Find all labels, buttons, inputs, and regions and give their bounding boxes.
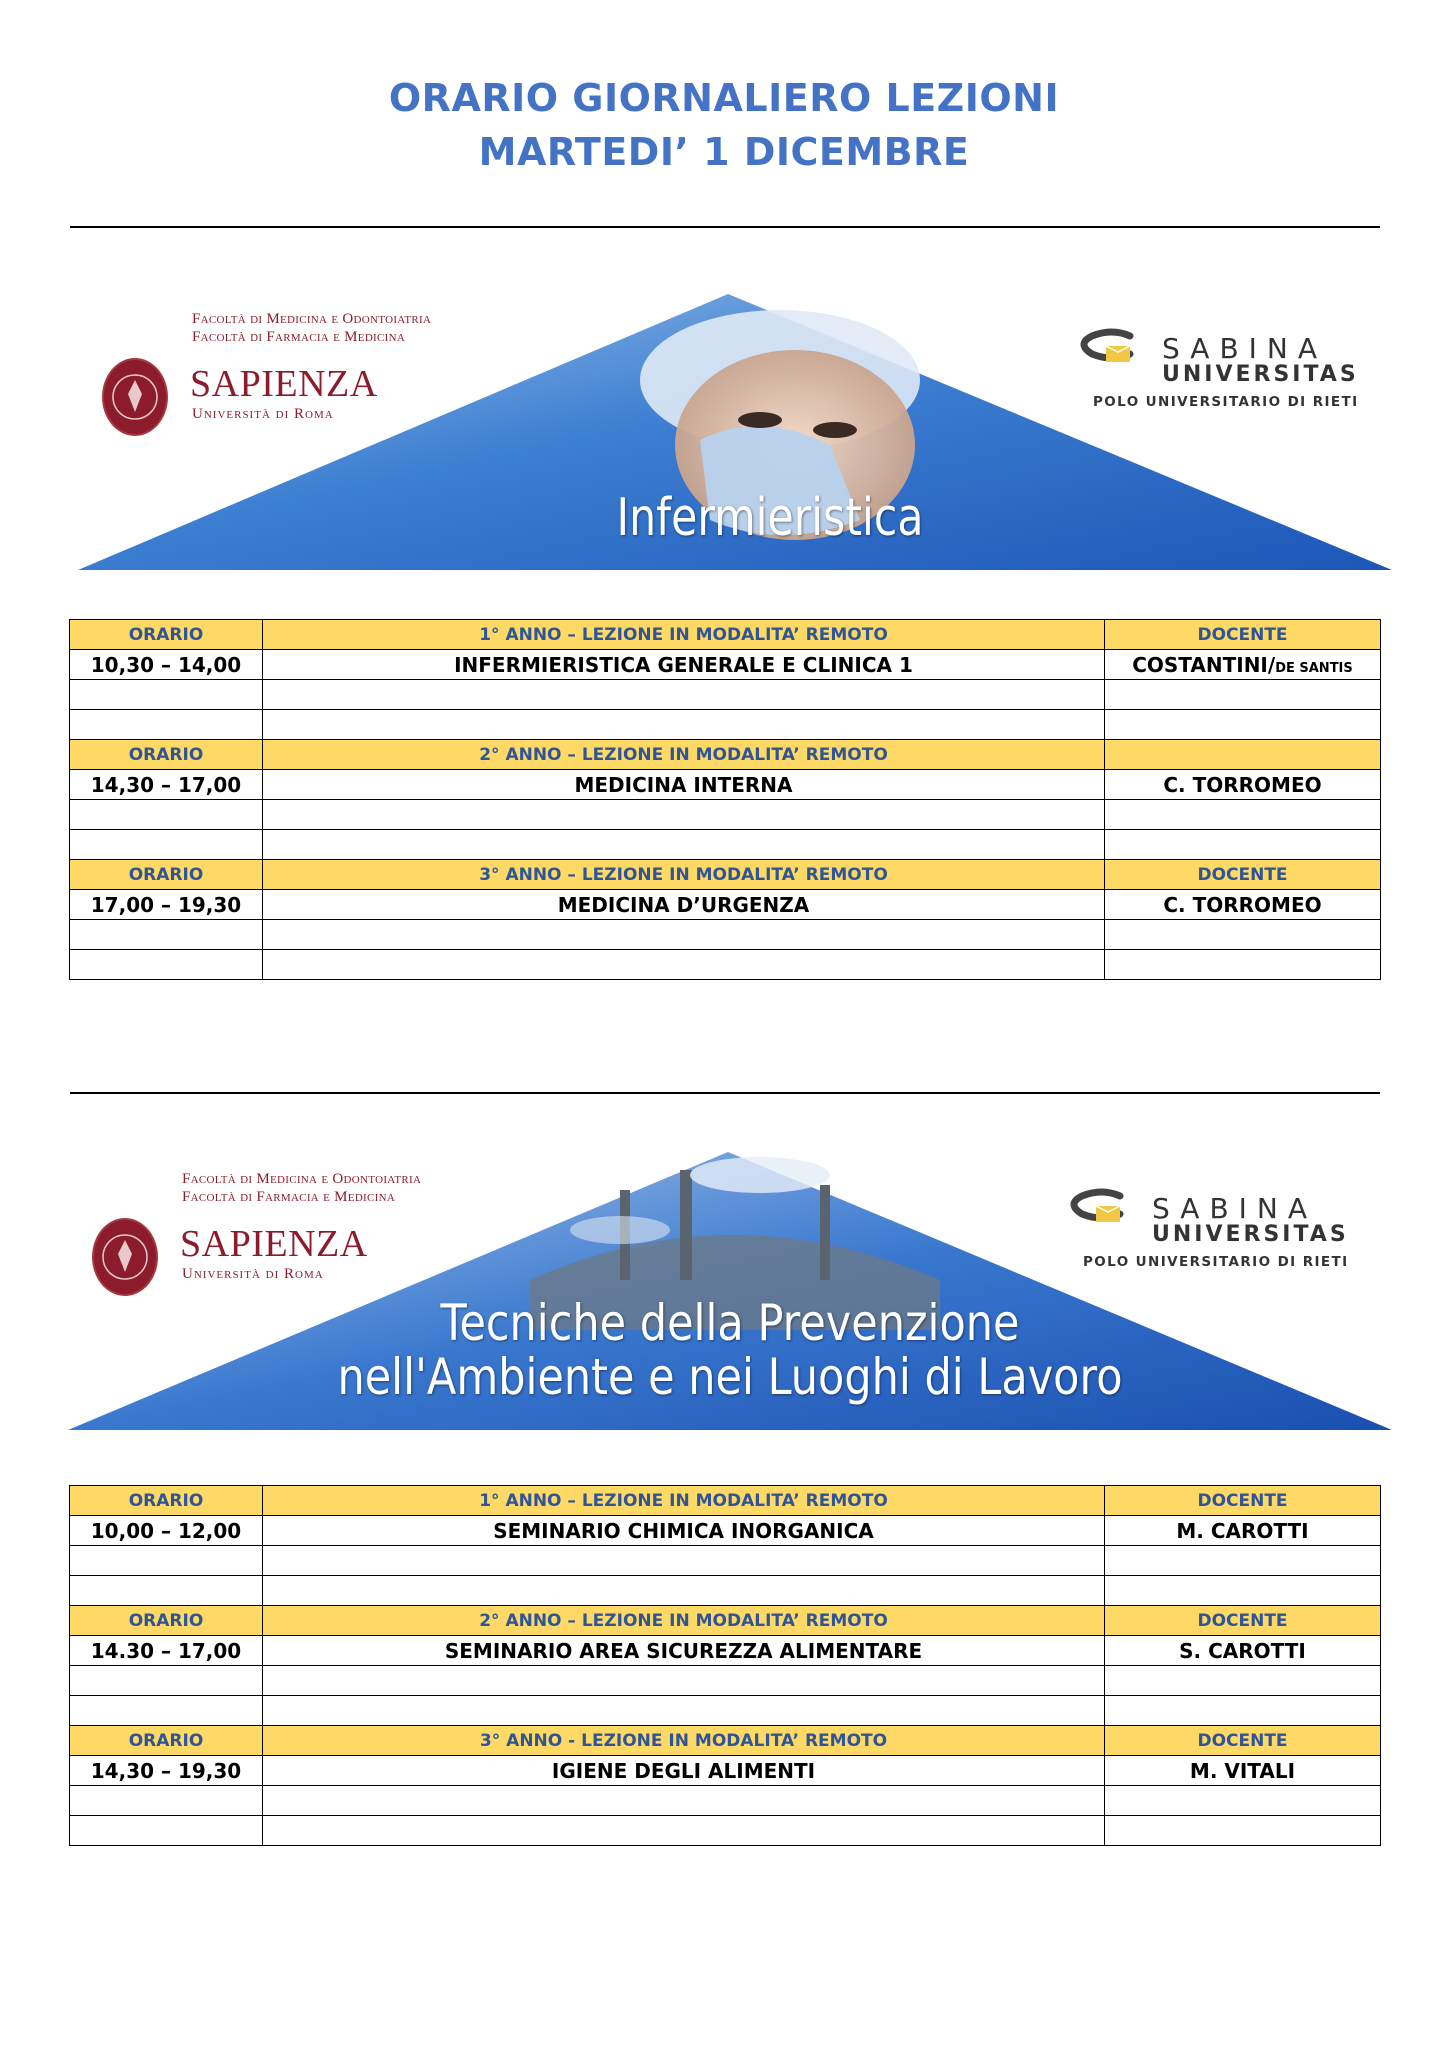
- lesson-teacher: S. CAROTTI: [1105, 1636, 1381, 1666]
- schedule-table-tecniche-prevenzione: [69, 1485, 1381, 1846]
- lesson-subject: SEMINARIO CHIMICA INORGANICA: [263, 1516, 1105, 1546]
- header-year: 1° ANNO – LEZIONE IN MODALITA’ REMOTO: [263, 1486, 1105, 1516]
- table-header-row: [70, 1606, 1381, 1636]
- page-title-line1: ORARIO GIORNALIERO LEZIONI: [388, 76, 1060, 120]
- lesson-subject: SEMINARIO AREA SICUREZZA ALIMENTARE: [263, 1636, 1105, 1666]
- table-row-empty: [70, 920, 1381, 950]
- table-header-row: [70, 1726, 1381, 1756]
- lesson-teacher: C. TORROMEO: [1105, 890, 1381, 920]
- lesson-teacher: M. CAROTTI: [1105, 1516, 1381, 1546]
- table-header-row: [70, 740, 1381, 770]
- header-orario: ORARIO: [70, 740, 263, 770]
- table-row-empty: [70, 1696, 1381, 1726]
- lesson-teacher: C. TORROMEO: [1105, 770, 1381, 800]
- table-row-empty: [70, 680, 1381, 710]
- lesson-subject: INFERMIERISTICA GENERALE E CLINICA 1: [263, 650, 1105, 680]
- header-orario: ORARIO: [70, 860, 263, 890]
- banner-title-tecniche: [326, 1296, 1134, 1404]
- polo-rieti-label: POLO UNIVERSITARIO DI RIETI: [1083, 1254, 1349, 1270]
- faculty-line2: Facoltà di Farmacia e Medicina: [182, 1189, 396, 1205]
- faculty-line2: Facoltà di Farmacia e Medicina: [192, 329, 406, 345]
- lesson-time: 14.30 – 17,00: [70, 1636, 263, 1666]
- header-orario: ORARIO: [70, 620, 263, 650]
- table-row: [70, 650, 1381, 680]
- sapienza-wordmark: SAPIENZA: [190, 363, 378, 405]
- banner-title-line1: Tecniche della Prevenzione: [440, 1294, 1020, 1352]
- banner-tecniche-prevenzione: [60, 1130, 1400, 1440]
- header-year: 3° ANNO - LEZIONE IN MODALITA’ REMOTO: [263, 1726, 1105, 1756]
- teacher-main: COSTANTINI/: [1132, 652, 1276, 677]
- lesson-subject: MEDICINA D’URGENZA: [263, 890, 1105, 920]
- header-year: 2° ANNO – LEZIONE IN MODALITA’ REMOTO: [263, 1606, 1105, 1636]
- lesson-subject: IGIENE DEGLI ALIMENTI: [263, 1756, 1105, 1786]
- sabina-wordmark: SABINA: [1162, 332, 1328, 365]
- header-orario: ORARIO: [70, 1486, 263, 1516]
- header-year: 1° ANNO – LEZIONE IN MODALITA’ REMOTO: [263, 620, 1105, 650]
- header-docente: DOCENTE: [1105, 1726, 1381, 1756]
- sapienza-seal-icon: [102, 358, 168, 436]
- table-row-empty: [70, 800, 1381, 830]
- faculty-line1: Facoltà di Medicina e Odontoiatria: [182, 1171, 422, 1187]
- table-row-empty: [70, 950, 1381, 980]
- header-docente: [1105, 740, 1381, 770]
- table-row-empty: [70, 1666, 1381, 1696]
- universitas-wordmark: UNIVERSITAS: [1162, 362, 1359, 387]
- polo-rieti-label: POLO UNIVERSITARIO DI RIETI: [1093, 394, 1359, 410]
- table-row-empty: [70, 1816, 1381, 1846]
- table-row-empty: [70, 1576, 1381, 1606]
- table-row: [70, 1516, 1381, 1546]
- table-row-empty: [70, 830, 1381, 860]
- sabina-wordmark: SABINA: [1152, 1192, 1318, 1225]
- table-row: [70, 1756, 1381, 1786]
- sabina-logo-icon: [1072, 328, 1152, 380]
- header-year: 2° ANNO – LEZIONE IN MODALITA’ REMOTO: [263, 740, 1105, 770]
- lesson-teacher: M. VITALI: [1105, 1756, 1381, 1786]
- header-docente: DOCENTE: [1105, 1606, 1381, 1636]
- header-docente: DOCENTE: [1105, 860, 1381, 890]
- sabina-logo-icon: [1062, 1188, 1142, 1240]
- sapienza-wordmark: SAPIENZA: [180, 1223, 368, 1265]
- table-row-empty: [70, 710, 1381, 740]
- table-row-empty: [70, 1546, 1381, 1576]
- banner-title-line2: nell'Ambiente e nei Luoghi di Lavoro: [337, 1348, 1123, 1406]
- header-orario: ORARIO: [70, 1606, 263, 1636]
- lesson-time: 14,30 – 17,00: [70, 770, 263, 800]
- sapienza-subtitle: Università di Roma: [192, 406, 334, 422]
- lesson-time: 14,30 – 19,30: [70, 1756, 263, 1786]
- divider-top: [70, 226, 1380, 228]
- page-title-line2: MARTEDI’ 1 DICEMBRE: [478, 130, 970, 174]
- lesson-time: 10,30 – 14,00: [70, 650, 263, 680]
- table-row: [70, 1636, 1381, 1666]
- lesson-time: 10,00 – 12,00: [70, 1516, 263, 1546]
- table-row-empty: [70, 1786, 1381, 1816]
- universitas-wordmark: UNIVERSITAS: [1152, 1222, 1349, 1247]
- teacher-secondary: DE SANTIS: [1275, 660, 1353, 676]
- sapienza-seal-icon: [92, 1218, 158, 1296]
- lesson-subject: MEDICINA INTERNA: [263, 770, 1105, 800]
- table-header-row: [70, 1486, 1381, 1516]
- sapienza-subtitle: Università di Roma: [182, 1266, 324, 1282]
- faculty-line1: Facoltà di Medicina e Odontoiatria: [192, 311, 432, 327]
- divider-middle: [70, 1092, 1380, 1094]
- lesson-teacher: [1105, 650, 1381, 680]
- table-row: [70, 770, 1381, 800]
- table-header-row: [70, 620, 1381, 650]
- table-header-row: [70, 860, 1381, 890]
- lesson-time: 17,00 – 19,30: [70, 890, 263, 920]
- banner-infermieristica: [60, 270, 1400, 580]
- header-year: 3° ANNO – LEZIONE IN MODALITA’ REMOTO: [263, 860, 1105, 890]
- table-row: [70, 890, 1381, 920]
- header-docente: DOCENTE: [1105, 1486, 1381, 1516]
- header-docente: DOCENTE: [1105, 620, 1381, 650]
- banner-title-infermieristica: Infermieristica: [616, 488, 924, 548]
- header-orario: ORARIO: [70, 1726, 263, 1756]
- schedule-table-infermieristica: [69, 619, 1381, 980]
